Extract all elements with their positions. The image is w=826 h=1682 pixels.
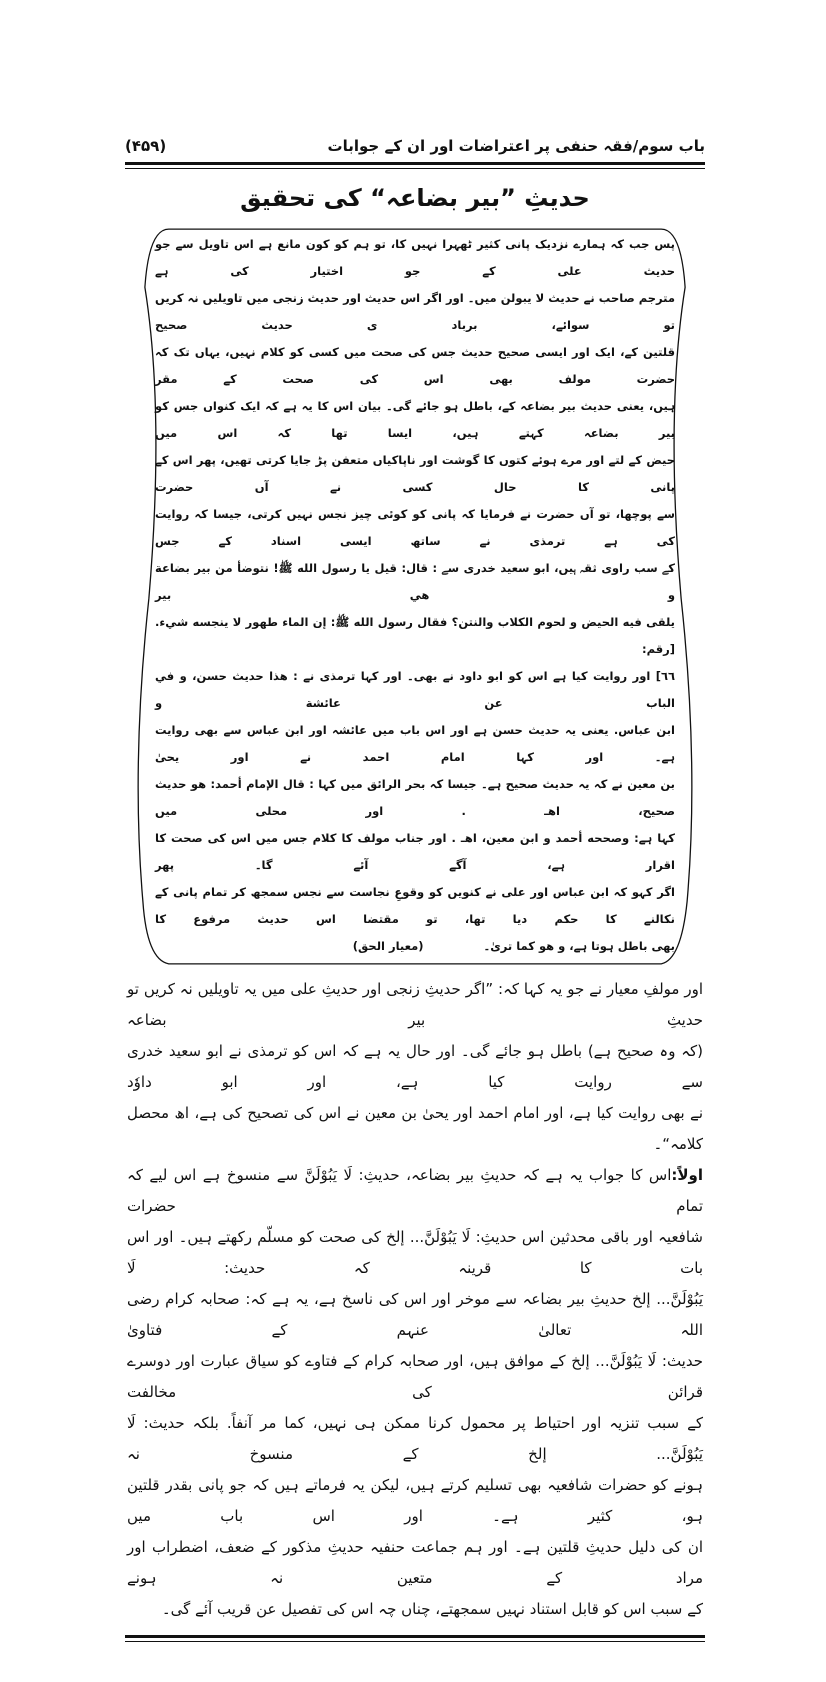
quote-line (155, 339, 675, 393)
header-rule-thin (125, 168, 705, 169)
quote-line-text: بھی باطل ہوتا ہے، و هو کما تریٰ۔ (483, 939, 675, 953)
chapter-title: باب سوم/فقہ حنفی پر اعتراضات اور ان کے جوابات (327, 137, 705, 155)
body-line-text: حدیث: لَا يَبُوْلَنَّ... إلخ کے موافق ہیں، اور صحابہ کرام کے فتاوے کو سیاق عبارت اور دوسرے قرائن کی مخالفت (127, 1352, 703, 1401)
quote-line-text: بن معین نے کہ یہ حدیث صحیح ہے۔ جیسا کہ بحر الرائق میں کہا : قال الإمام أحمد: هو حديث صحيح، اهـ . اور محلی میں (155, 777, 675, 818)
quote-line (155, 447, 675, 501)
quote-line-text: مترجم صاحب نے حدیث لا یبولن میں۔ اور اگر اس حدیث اور حدیث زنجی میں تاویلیں نہ کریں تو سوائے، برباد ی حدیث صحیح (155, 291, 675, 332)
quote-line (155, 717, 675, 771)
section-title: حدیثِ ”بیر بضاعہ“ کی تحقیق (240, 184, 590, 212)
quote-line-text: کہا ہے: وصححه أحمد و ابن معين، اهـ . اور جناب مولف کا کلام جس میں اس کی صحت کا اقرار ہے، آگے آئے گا۔ پھر (155, 831, 675, 872)
body-line (127, 974, 703, 1036)
quote-line-text: يلقى فيه الحيض و لحوم الكلاب والنتن؟ فقال رسول الله ﷺ: إن الماء طهور لا ينجسه شيء. [رقم: (155, 615, 675, 656)
quote-line (155, 825, 675, 879)
quote-line (155, 393, 675, 447)
quote-box (129, 225, 701, 968)
body-line-text: (کہ وہ صحیح ہے) باطل ہو جائے گی۔ اور حال یہ ہے کہ اس کو ترمذی نے ابو سعید خدری سے روایت کیا ہے، اور ابو داوٗد (127, 1042, 703, 1091)
body-line-text: اس کا جواب یہ ہے کہ حدیثِ بیر بضاعہ، حدیثِ: لَا يَبُوْلَنَّ سے منسوخ ہے اس لیے کہ تمام حضرات (127, 1166, 703, 1215)
body-line (127, 1284, 703, 1346)
body-line-text: نے بھی روایت کیا ہے، اور امام احمد اور یحیٰ بن معین نے اس کی تصحیح کی ہے، اھ محصل کلامہ“۔ (127, 1104, 703, 1153)
page-number: (۴۵۹) (125, 137, 167, 155)
quote-line-text: ٦٦] اور روایت کیا ہے اس کو ابو داود نے بھی۔ اور کہا ترمذی نے : هذا حديث حسن، و في الباب عن عائشة و (155, 669, 675, 710)
quote-line (155, 285, 675, 339)
quote-line (155, 663, 675, 717)
body-line-text: کے سبب تنزیہ اور احتیاط پر محمول کرنا ممکن ہی نہیں، کما مر آنفاً. بلکہ حدیث: لَا يَبُوْلَنَّ... إلخ کے منسوخ نہ (127, 1414, 703, 1463)
header-rule (125, 162, 705, 165)
body-line (127, 1470, 703, 1532)
body-line (127, 1222, 703, 1284)
body-line (127, 1408, 703, 1470)
body-line (127, 1594, 703, 1625)
body-line (127, 1346, 703, 1408)
body-text (125, 974, 705, 1625)
page (125, 0, 705, 1682)
footer-rules (125, 1635, 705, 1642)
quote-line-text: قلتین کے، ایک اور ایسی صحیح حدیث جس کی صحت میں کسی کو کلام نہیں، یہاں تک کہ حضرت مولف بھی اس کی صحت کے مقر (155, 345, 675, 386)
quote-line-text: کے سب راوی ثقہ ہیں، ابو سعید خدری سے : قال: قيل يا رسول الله ﷺ! نتوضأ من بير بضاعة و هي بير (155, 561, 675, 602)
quote-text (155, 231, 675, 960)
body-line (127, 1036, 703, 1098)
footer-rule-thin (125, 1641, 705, 1642)
body-line-text: کے سبب اس کو قابل استناد نہیں سمجھتے، چناں چہ اس کی تفصیل عن قریب آئے گی۔ (161, 1600, 703, 1618)
running-header (125, 132, 705, 162)
quote-source: (معیار الحق) (352, 939, 424, 953)
body-line (127, 1098, 703, 1160)
quote-line (155, 501, 675, 555)
quote-line (155, 879, 675, 933)
quote-line (155, 555, 675, 609)
body-line (127, 1532, 703, 1594)
body-line-text: اور مولفِ معیار نے جو یہ کہا کہ: ”اگر حدیثِ زنجی اور حدیثِ علی میں یہ تاویلیں نہ کریں تو حدیثِ بیر بضاعہ (127, 980, 703, 1029)
quote-line-text: سے پوچھا، تو آں حضرت نے فرمایا کہ پانی کو کوئی چیز نجس نہیں کرتی، جیسا کہ روایت کی ہے ترمذی نے ساتھ ایسی اسناد کے جس (155, 507, 675, 548)
body-line-text: يَبُوْلَنَّ... إلخ حدیثِ بیر بضاعہ سے موخر اور اس کی ناسخ ہے، یہ ہے کہ: صحابہ کرام رضی اللہ تعالیٰ عنہم کے فتاویٰ (127, 1290, 703, 1339)
quote-line (155, 231, 675, 285)
body-line-text: ہونے کو حضرات شافعیہ بھی تسلیم کرتے ہیں، لیکن یہ فرماتے ہیں کہ جو پانی بقدر قلتین ہو، کثیر ہے۔ اور اس باب میں (127, 1476, 703, 1525)
quote-line (155, 609, 675, 663)
quote-line-text: ہیں، یعنی حدیث بیر بضاعہ کے، باطل ہو جائے گی۔ بیان اس کا یہ ہے کہ ایک کنواں جس کو بیر بضاعہ کہتے ہیں، ایسا تھا کہ اس میں (155, 399, 675, 440)
body-line (127, 1160, 703, 1222)
footer-rule (125, 1635, 705, 1638)
quote-line (155, 771, 675, 825)
body-line-text: ان کی دلیل حدیثِ قلتین ہے۔ اور ہم جماعت حنفیہ حدیثِ مذکور کے ضعف، اضطراب اور مراد کے متعین نہ ہونے (127, 1538, 703, 1587)
quote-line-text: اگر کہو کہ ابن عباس اور علی نے کنویں کو وقوعِ نجاست سے نجس سمجھ کر تمام پانی کے نکالنے کا حکم دیا تھا، تو مقتضا اس حدیث مرفوع کا (155, 885, 675, 926)
quote-line-text: ابن عباس. یعنی یہ حدیث حسن ہے اور اس باب میں عائشہ اور ابن عباس سے بھی روایت ہے۔ اور کہا امام احمد نے اور یحیٰ (155, 723, 675, 764)
quote-line (155, 933, 675, 960)
quote-line-text: حیض کے لتے اور مرے ہوئے کتوں کا گوشت اور ناپاکیاں متعفن پڑ جایا کرتی تھیں، پھر اس کے پانی کا حال کسی نے آں حضرت (155, 453, 675, 494)
answer-lead: اولاً: (671, 1166, 703, 1184)
body-line-text: شافعیہ اور باقی محدثین اس حدیثِ: لَا يَبُوْلَنَّ... إلخ کی صحت کو مسلّم رکھتے ہیں۔ اور اس بات کا قرینہ کہ حدیث: لَا (127, 1228, 703, 1277)
quote-line-text: پس جب کہ ہمارے نزدیک پانی کثیر ٹھہرا نہیں کا، تو ہم کو کون مانع ہے اس تاویل سے جو حدیث علی کے جو اختیار کی ہے (155, 237, 675, 278)
